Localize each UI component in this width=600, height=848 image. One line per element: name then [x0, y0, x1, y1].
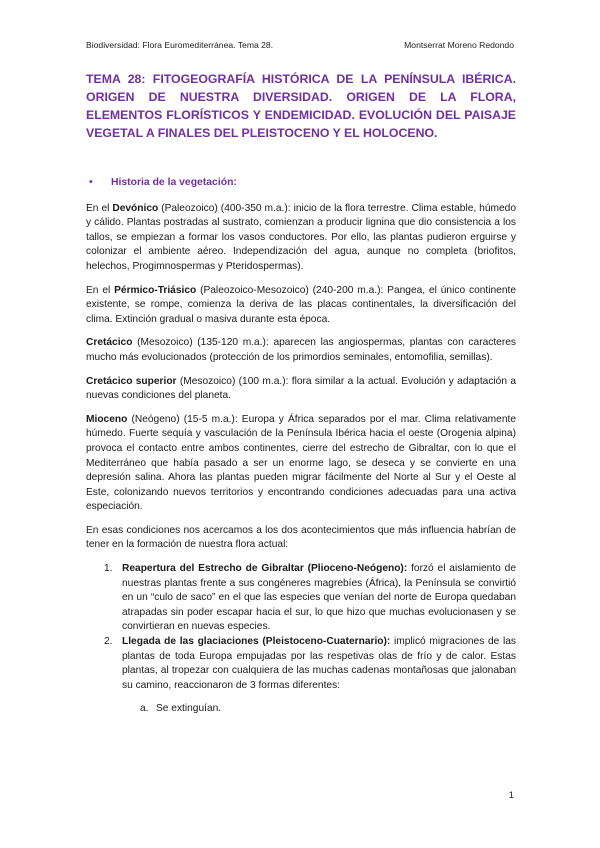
- section-heading: [86, 176, 516, 191]
- list-item: [86, 562, 516, 635]
- list-item: [86, 635, 516, 693]
- header-course-title: Biodiversidad: Flora Euromediterránea. Tema 28.: [86, 40, 274, 50]
- list-item-body: [122, 562, 516, 635]
- header-author: Montserrat Moreno Redondo: [404, 40, 514, 50]
- period-term: Cretácico superior: [86, 375, 177, 387]
- period-term: Devónico: [112, 202, 159, 214]
- paragraph-text: (Neógeno) (15-5 m.a.): Europa y África separados por el mar. Clima relativamente húmedo. Fuerte sequía y vasculación de la Península Ibérica hacia el oeste (Orogenia alpina) provoca el contacto entre ambos continentes, cierre del estrecho de Gibraltar, con lo que el Mediterráneo que había pasado a ser un enorme lago, se deseca y se convierte en una depresión salina. Ahora las plantas pueden migrar fácilmente del Norte al Sur y el Oeste al Este, colonizando nuevos territorios y encontrando condiciones adecuadas para una activa especiación.: [86, 413, 516, 513]
- period-term: Cretácico: [86, 337, 133, 349]
- document-title: TEMA 28: FITOGEOGRAFÍA HISTÓRICA DE LA PENÍNSULA IBÉRICA. ORIGEN DE NUESTRA DIVERSIDAD. ORIGEN DE LA FLORA, ELEMENTOS FLORÍSTICOS Y ENDEMICIDAD. EVOLUCIÓN DEL PAISAJE VEGETAL A FINALES DEL PLEISTOCENO Y EL HOLOCENO.: [86, 72, 516, 140]
- list-number: 2.: [104, 636, 113, 648]
- paragraph-text: (Mesozoico) (100 m.a.): flora similar a la actual. Evolución y adaptación a nuevas condiciones del planeta.: [86, 375, 516, 402]
- paragraph-intro: En esas condiciones nos acercamos a los dos acontecimientos que más influencia habrían de tener en la formación de nuestra flora actual:: [86, 524, 516, 551]
- paragraph-permico-triasico: [86, 284, 516, 328]
- sublist-item-text: Se extinguían.: [156, 703, 222, 715]
- paragraph-cretacico: [86, 336, 516, 365]
- paragraph-devonico: [86, 202, 516, 275]
- paragraph-text: (Paleozoico-Mesozoico) (240-200 m.a.): Pangea, el único continente existente, se rompe, comienza la deriva de las placas continentales, la diversificación del clima. Extinción gradual o masiva durante esta época.: [86, 284, 516, 325]
- list-number: 1.: [104, 563, 113, 575]
- document-body: [86, 176, 516, 717]
- list-item-text: forzó el aislamiento de nuestras plantas frente a sus congéneres magrebíes (África), la Península se convirtió en un “culo de saco” en el que las especies que venían del norte de Europa quedaban atrapadas sin poder escapar hacia el sur, lo que hizo que muchas evolucionasen y se convirtieran en nuevas especies.: [122, 563, 517, 633]
- bullet-marker: •: [89, 177, 93, 188]
- paragraph-text: (Paleozoico) (400-350 m.a.): inicio de la flora terrestre. Clima estable, húmedo y cálido. Plantas postradas al sustrato, comienzan a producir lignina que dio consistencia a los tallos, se empiezan a formar los vasos conductores. Por ello, las plantas pudieron erguirse y colonizar el ambiente aéreo. Independización del agua, aunque no completa (briofitos, helechos, Progimnospermas y Pteridospermas).: [86, 202, 516, 272]
- paragraph-text: (Mesozoico) (135-120 m.a.): aparecen las angiospermas, plantas con caracteres mucho más evolucionados (protección de los primordios seminales, entomofilia, semillas).: [86, 337, 516, 363]
- list-item-body: [122, 635, 516, 693]
- list-item-term: Reapertura del Estrecho de Gibraltar (Plioceno-Neógeno):: [122, 563, 408, 575]
- section-heading-text: Historia de la vegetación:: [111, 177, 237, 188]
- paragraph-mioceno: [86, 413, 516, 515]
- lettered-sublist: [86, 702, 516, 717]
- page-header: [86, 40, 514, 50]
- paragraph-lead: En el: [86, 284, 115, 296]
- list-item-text: implicó migraciones de las plantas de toda Europa empujadas por las respetivas olas de frío y de calor. Estas plantas, al tropezar con cualquiera de las muchas cadenas montañosas que jalonaban su camino, reaccionaron de 3 formas diferentes:: [122, 636, 516, 691]
- period-term: Mioceno: [86, 413, 128, 425]
- list-item-term: Llegada de las glaciaciones (Pleistoceno-Cuaternario):: [122, 636, 391, 648]
- sublist-letter: a.: [140, 703, 149, 715]
- period-term: Pérmico-Triásico: [114, 284, 197, 296]
- numbered-list: [86, 562, 516, 693]
- page-number: 1: [508, 790, 514, 801]
- paragraph-lead: En el: [86, 202, 113, 214]
- paragraph-cretacico-superior: [86, 375, 516, 404]
- sublist-item: [86, 702, 516, 717]
